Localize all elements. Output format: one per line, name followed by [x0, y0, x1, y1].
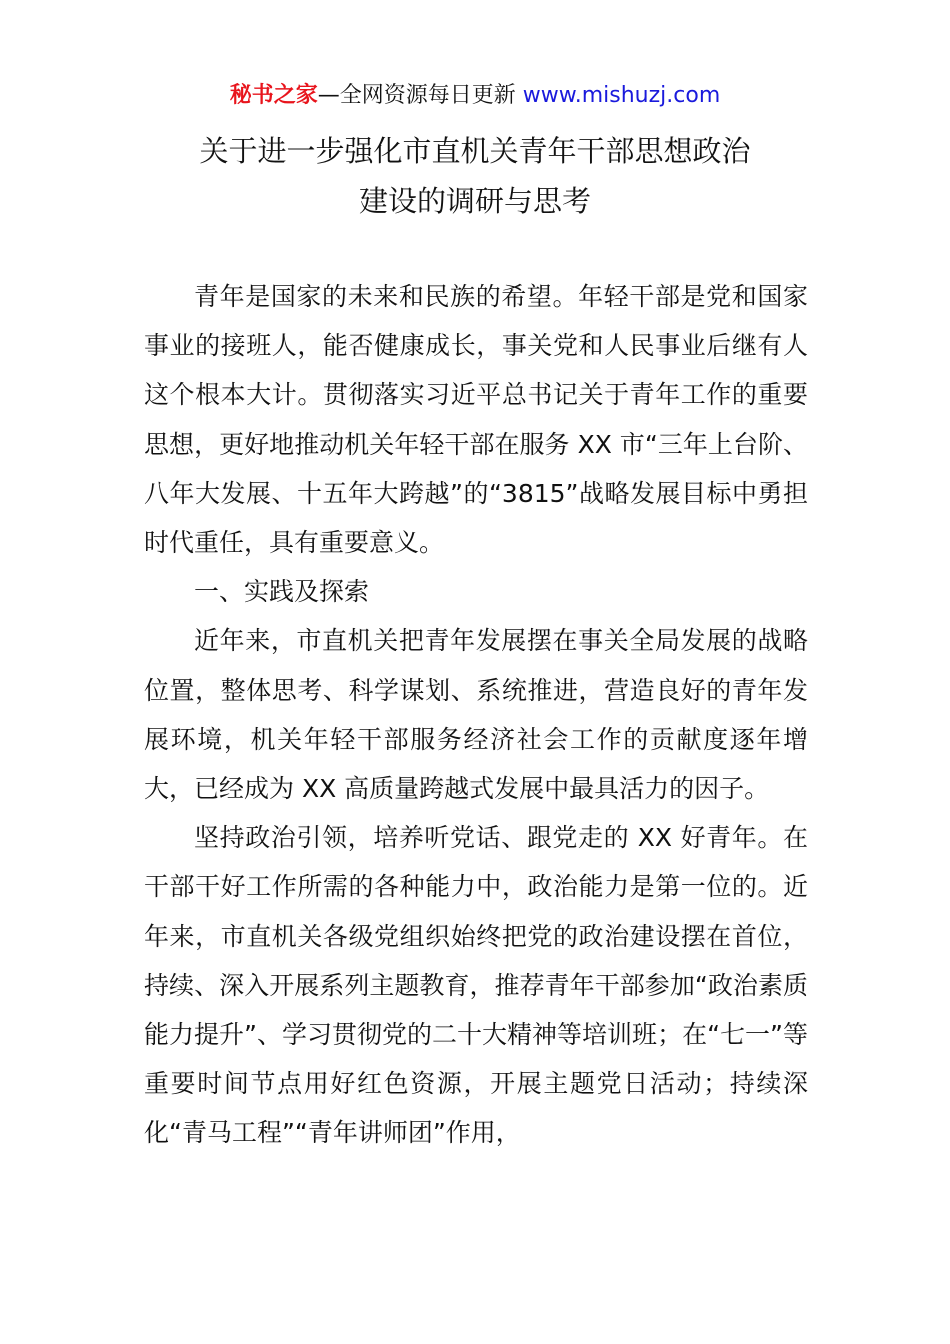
site-tagline: —全网资源每日更新 [317, 83, 516, 108]
intro-paragraph: 青年是国家的未来和民族的希望。年轻干部是党和国家事业的接班人，能否健康成长，事关党和人民事业后继有人这个根本大计。贯彻落实习近平总书记关于青年工作的重要思想，更好地推动机关年轻干部在服务 XX 市“三年上台阶、八年大发展、十五年大跨越”的“3815”战略发展目标中勇担时代重任，具有重要意义。 [144, 282, 808, 558]
site-url-link[interactable]: www.mishuzj.com [522, 83, 721, 108]
site-header [0, 80, 950, 112]
title-line-1: 关于进一步强化市直机关青年干部思想政治 [199, 134, 751, 168]
section-heading: 一、实践及探索 [194, 577, 370, 607]
title-line-2: 建设的调研与思考 [358, 184, 591, 218]
site-name: 秘书之家 [229, 83, 318, 108]
body-paragraph: 近年来，市直机关把青年发展摆在事关全局发展的战略位置，整体思考、科学谋划、系统推进，营造良好的青年发展环境，机关年轻干部服务经济社会工作的贡献度逐年增大，已经成为 XX 高质量跨越式发展中最具活力的因子。 [144, 626, 808, 804]
body-paragraph: 坚持政治引领，培养听党话、跟党走的 XX 好青年。在干部干好工作所需的各种能力中，政治能力是第一位的。近年来，市直机关各级党组织始终把党的政治建设摆在首位，持续、深入开展系列主题教育，推荐青年干部参加“政治素质能力提升”、学习贯彻党的二十大精神等培训班；在“七一”等重要时间节点用好红色资源，开展主题党日活动；持续深化“青马工程”“青年讲师团”作用， [144, 823, 808, 1148]
document-body [144, 272, 808, 1158]
document-title [0, 126, 950, 226]
